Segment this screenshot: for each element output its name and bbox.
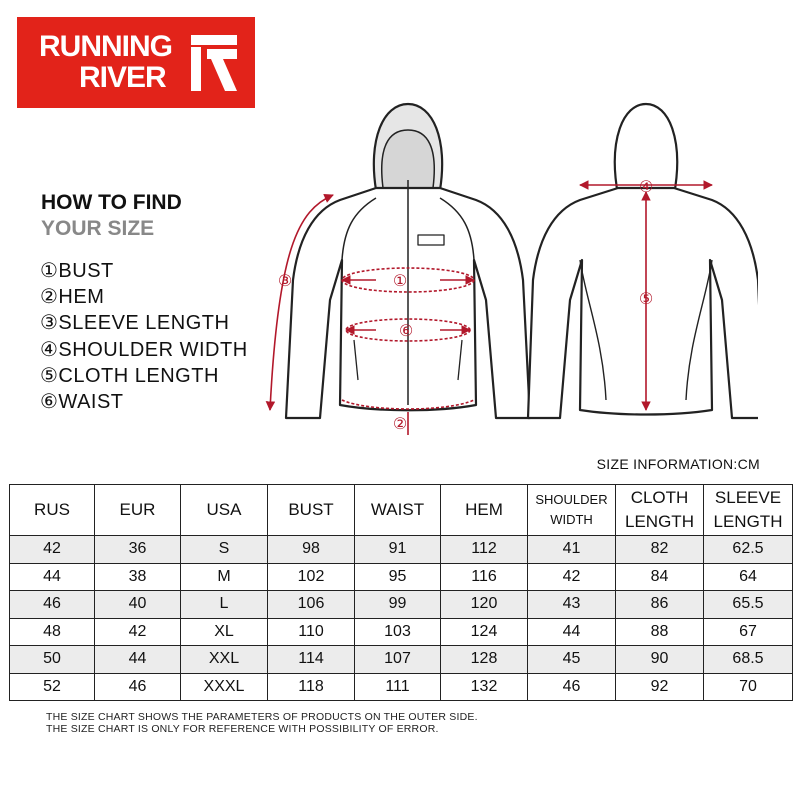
table-cell: 111	[355, 673, 441, 701]
size-information-note: SIZE INFORMATION:CM	[596, 456, 760, 472]
marker-hem: ②	[392, 414, 408, 433]
table-cell: 42	[95, 618, 181, 646]
table-cell: 38	[95, 563, 181, 591]
table-cell: 62.5	[704, 536, 793, 564]
table-cell: 46	[528, 673, 616, 701]
table-cell: 45	[528, 646, 616, 674]
table-cell: 107	[355, 646, 441, 674]
size-chart-header-row	[10, 485, 793, 536]
brand-arrow-icon	[189, 33, 239, 93]
table-cell: S	[181, 536, 268, 564]
jacket-back-illustration	[528, 104, 758, 418]
brand-name-line1: RUNNING	[39, 30, 172, 63]
table-cell: 86	[616, 591, 704, 619]
header-sleeve-line1: SLEEVE	[714, 488, 782, 507]
marker-bust: ①	[392, 271, 408, 290]
table-cell: 132	[441, 673, 528, 701]
table-cell: 128	[441, 646, 528, 674]
marker-waist: ⑥	[398, 321, 414, 340]
header-waist: WAIST	[355, 485, 441, 536]
table-row	[10, 646, 793, 674]
table-cell: XL	[181, 618, 268, 646]
footnotes	[46, 711, 478, 735]
legend-item-sleeve-length: ③SLEEVE LENGTH	[40, 312, 230, 335]
marker-shoulder-width: ④	[638, 177, 654, 196]
table-cell: 82	[616, 536, 704, 564]
table-cell: 42	[528, 563, 616, 591]
legend-item-hem: ②HEM	[40, 286, 105, 309]
table-cell: 42	[10, 536, 95, 564]
table-cell: 68.5	[704, 646, 793, 674]
jacket-measurement-diagram	[258, 100, 758, 440]
header-usa: USA	[181, 485, 268, 536]
header-shoulder-line1: SHOULDER	[535, 492, 608, 507]
table-cell: 46	[95, 673, 181, 701]
header-cloth-length	[616, 485, 704, 536]
table-cell: 48	[10, 618, 95, 646]
header-cloth-line2: LENGTH	[625, 512, 694, 531]
table-cell: 88	[616, 618, 704, 646]
table-cell: 64	[704, 563, 793, 591]
marker-cloth-length: ⑤	[638, 289, 654, 308]
size-chart-table	[9, 484, 793, 701]
table-cell: 44	[95, 646, 181, 674]
table-row	[10, 536, 793, 564]
table-cell: 67	[704, 618, 793, 646]
header-sleeve-line2: LENGTH	[713, 512, 783, 531]
table-cell: 44	[528, 618, 616, 646]
table-cell: 46	[10, 591, 95, 619]
table-cell: M	[181, 563, 268, 591]
table-cell: 40	[95, 591, 181, 619]
table-cell: 124	[441, 618, 528, 646]
table-cell: 65.5	[704, 591, 793, 619]
brand-name-line2: RIVER	[79, 61, 166, 94]
table-row	[10, 591, 793, 619]
header-shoulder-line2: WIDTH	[550, 512, 593, 527]
table-row	[10, 618, 793, 646]
table-cell: 99	[355, 591, 441, 619]
header-shoulder-width	[528, 485, 616, 536]
legend-item-cloth-length: ⑤CLOTH LENGTH	[40, 364, 219, 387]
header-sleeve-length	[704, 485, 793, 536]
table-cell: 116	[441, 563, 528, 591]
table-row	[10, 673, 793, 701]
table-cell: 120	[441, 591, 528, 619]
table-cell: 106	[268, 591, 355, 619]
brand-logo	[17, 17, 255, 108]
table-cell: 43	[528, 591, 616, 619]
marker-sleeve-length: ③	[277, 271, 293, 290]
table-cell: 114	[268, 646, 355, 674]
table-row	[10, 563, 793, 591]
how-to-find-heading	[41, 190, 182, 242]
table-cell: L	[181, 591, 268, 619]
legend-item-bust: ①BUST	[40, 260, 114, 282]
table-cell: 84	[616, 563, 704, 591]
header-hem: HEM	[441, 485, 528, 536]
table-cell: 41	[528, 536, 616, 564]
legend-item-shoulder-width: ④SHOULDER WIDTH	[40, 338, 248, 361]
header-bust: BUST	[268, 485, 355, 536]
table-cell: 91	[355, 536, 441, 564]
your-size-subtitle: YOUR SIZE	[41, 217, 155, 240]
table-cell: 98	[268, 536, 355, 564]
header-cloth-line1: CLOTH	[630, 488, 689, 507]
table-cell: 112	[441, 536, 528, 564]
table-cell: 44	[10, 563, 95, 591]
table-cell: 95	[355, 563, 441, 591]
header-rus: RUS	[10, 485, 95, 536]
jacket-front-illustration	[286, 104, 530, 418]
table-cell: XXXL	[181, 673, 268, 701]
table-cell: 102	[268, 563, 355, 591]
table-cell: 90	[616, 646, 704, 674]
legend-item-waist: ⑥WAIST	[40, 391, 124, 414]
table-cell: 92	[616, 673, 704, 701]
footnote-reference-only: THE SIZE CHART IS ONLY FOR REFERENCE WITH POSSIBILITY OF ERROR.	[46, 723, 439, 735]
table-cell: 70	[704, 673, 793, 701]
table-cell: XXL	[181, 646, 268, 674]
table-cell: 36	[95, 536, 181, 564]
table-cell: 52	[10, 673, 95, 701]
table-cell: 118	[268, 673, 355, 701]
table-cell: 50	[10, 646, 95, 674]
footnote-outer-side: THE SIZE CHART SHOWS THE PARAMETERS OF PRODUCTS ON THE OUTER SIDE.	[46, 711, 478, 723]
header-eur: EUR	[95, 485, 181, 536]
table-cell: 110	[268, 618, 355, 646]
table-cell: 103	[355, 618, 441, 646]
measurement-legend	[40, 258, 248, 415]
how-to-find-title: HOW TO FIND	[41, 191, 182, 214]
size-chart-body	[10, 536, 793, 701]
